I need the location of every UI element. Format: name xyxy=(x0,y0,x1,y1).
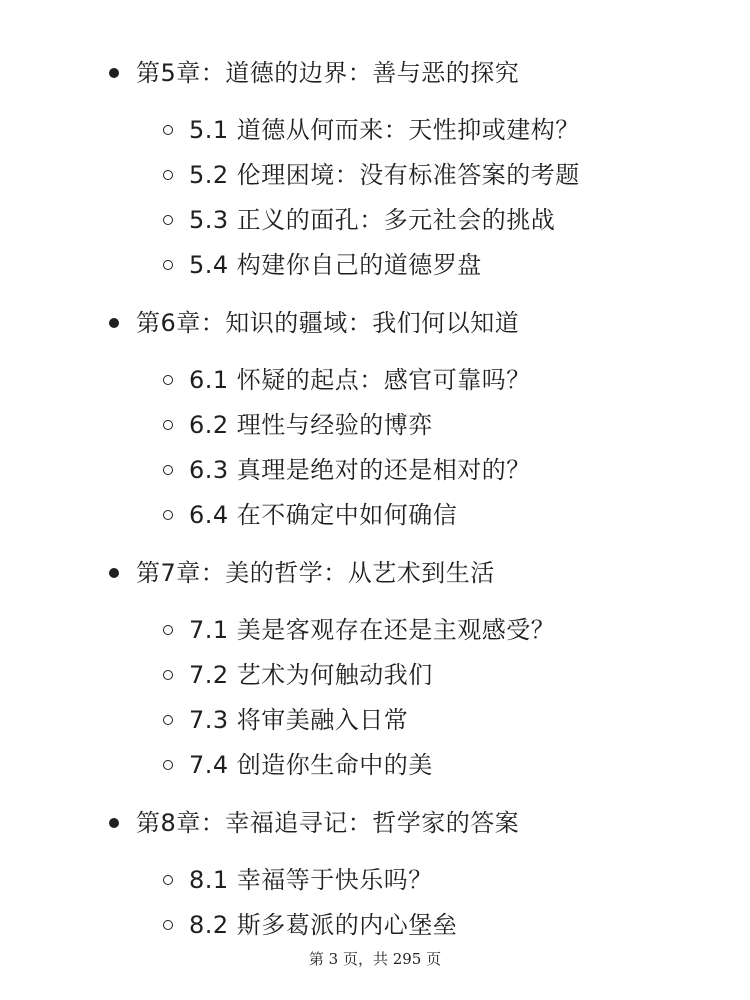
chapter-6-sections xyxy=(0,358,750,538)
section-title: 7.4 创造你生命中的美 xyxy=(189,751,433,779)
hollow-bullet-icon xyxy=(163,510,173,520)
bullet-icon xyxy=(109,318,119,328)
section-title: 8.2 斯多葛派的内心堡垒 xyxy=(189,911,458,939)
hollow-bullet-icon xyxy=(163,375,173,385)
hollow-bullet-icon xyxy=(163,465,173,475)
section-title: 8.1 幸福等于快乐吗？ xyxy=(189,866,433,894)
chapter-8-sections xyxy=(0,858,750,948)
section-item xyxy=(0,403,750,448)
section-item xyxy=(0,198,750,243)
chapter-title: 第8章：幸福追寻记：哲学家的答案 xyxy=(136,809,520,837)
chapter-5-sections xyxy=(0,108,750,288)
section-title: 5.2 伦理困境：没有标准答案的考题 xyxy=(189,161,580,189)
section-item xyxy=(0,653,750,698)
hollow-bullet-icon xyxy=(163,125,173,135)
bullet-icon xyxy=(109,818,119,828)
chapter-title: 第5章：道德的边界：善与恶的探究 xyxy=(136,59,520,87)
bullet-icon xyxy=(109,568,119,578)
section-item xyxy=(0,493,750,538)
hollow-bullet-icon xyxy=(163,715,173,725)
chapter-6-heading xyxy=(0,302,750,344)
section-item xyxy=(0,448,750,493)
hollow-bullet-icon xyxy=(163,920,173,930)
section-title: 6.3 真理是绝对的还是相对的？ xyxy=(189,456,531,484)
chapter-7-heading xyxy=(0,552,750,594)
hollow-bullet-icon xyxy=(163,170,173,180)
section-item xyxy=(0,698,750,743)
section-title: 7.2 艺术为何触动我们 xyxy=(189,661,433,689)
section-title: 5.1 道德从何而来：天性抑或建构？ xyxy=(189,116,580,144)
chapter-title: 第6章：知识的疆域：我们何以知道 xyxy=(136,309,520,337)
hollow-bullet-icon xyxy=(163,670,173,680)
section-item xyxy=(0,358,750,403)
section-title: 6.4 在不确定中如何确信 xyxy=(189,501,458,529)
section-title: 5.4 构建你自己的道德罗盘 xyxy=(189,251,482,279)
section-title: 6.2 理性与经验的博弈 xyxy=(189,411,433,439)
chapter-7-sections xyxy=(0,608,750,788)
section-title: 6.1 怀疑的起点：感官可靠吗？ xyxy=(189,366,531,394)
section-title: 7.3 将审美融入日常 xyxy=(189,706,409,734)
chapter-title: 第7章：美的哲学：从艺术到生活 xyxy=(136,559,495,587)
hollow-bullet-icon xyxy=(163,875,173,885)
chapter-5-heading xyxy=(0,52,750,94)
section-item xyxy=(0,243,750,288)
hollow-bullet-icon xyxy=(163,625,173,635)
section-item xyxy=(0,858,750,903)
section-item xyxy=(0,903,750,948)
table-of-contents xyxy=(0,52,750,962)
hollow-bullet-icon xyxy=(163,260,173,270)
hollow-bullet-icon xyxy=(163,420,173,430)
hollow-bullet-icon xyxy=(163,760,173,770)
section-item xyxy=(0,608,750,653)
section-item xyxy=(0,743,750,788)
section-item xyxy=(0,153,750,198)
hollow-bullet-icon xyxy=(163,215,173,225)
chapter-8-heading xyxy=(0,802,750,844)
section-item xyxy=(0,108,750,153)
section-title: 5.3 正义的面孔：多元社会的挑战 xyxy=(189,206,556,234)
page-number-footer: 第 3 页，共 295 页 xyxy=(308,950,442,968)
bullet-icon xyxy=(109,68,119,78)
section-title: 7.1 美是客观存在还是主观感受？ xyxy=(189,616,556,644)
